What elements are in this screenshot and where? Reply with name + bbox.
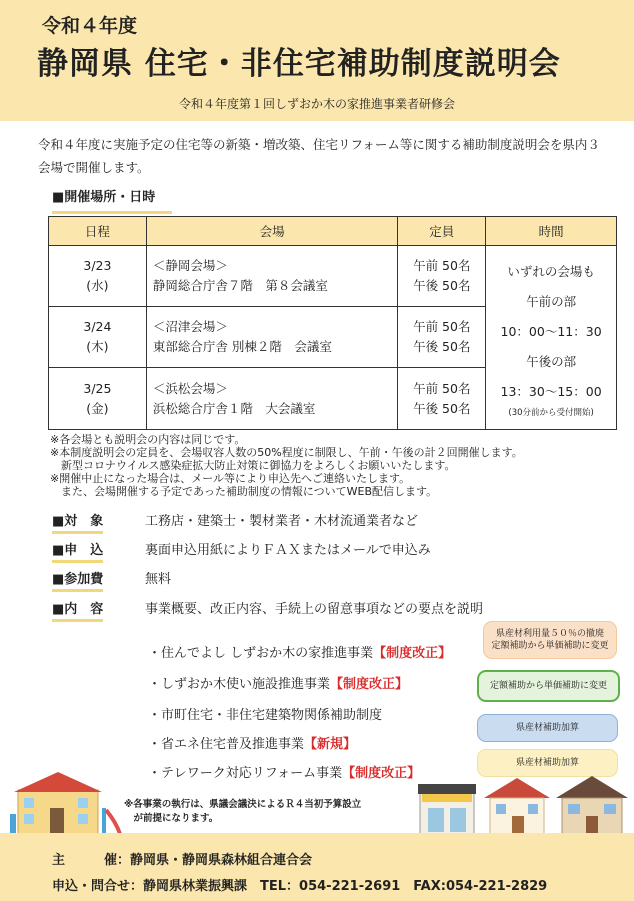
note-line: また、会場開催する予定であった補助制度の情報についてWEB配信します。 <box>50 485 438 498</box>
capacity-pm: 午後 50名 <box>413 278 471 293</box>
info-label: ■申 込 <box>52 539 103 563</box>
venue-cell <box>146 307 398 368</box>
note-line: ※各事業の執行は、県議会議決によるＲ４当初予算設立 <box>124 799 362 810</box>
host-value: 静岡県・静岡県森林組合連合会 <box>130 853 313 868</box>
date: 3/25 <box>83 380 112 396</box>
info-label: ■参加費 <box>52 568 103 592</box>
badge-line: 県産材利用量５０％の撤廃 <box>495 629 604 639</box>
program-name: ・しずおか木使い施設推進事業 <box>148 677 331 692</box>
capacity-cell <box>398 368 486 430</box>
capacity-am: 午前 50名 <box>413 258 471 273</box>
date-cell <box>49 246 147 307</box>
note-line: ※開催中止になった場合は、メール等により申込先へご連絡いたします。 <box>50 472 411 485</box>
badge-line: 定額補助から単価補助に変更 <box>489 681 607 691</box>
page-title: 静岡県 住宅・非住宅補助制度説明会 <box>37 46 561 82</box>
program-item <box>148 673 408 692</box>
program-item <box>148 642 451 661</box>
capacity-pm: 午後 50名 <box>413 339 471 354</box>
time-pm-label: 午後の部 <box>526 353 577 369</box>
badge-line: 県産材補助加算 <box>515 758 579 768</box>
date: 3/23 <box>83 258 112 273</box>
venue-place: 静岡総合庁舎７階 第８会議室 <box>152 278 328 293</box>
footer-band <box>0 833 634 901</box>
house-illustration <box>556 774 628 834</box>
badge-note <box>477 670 620 702</box>
program-name: ・市町住宅・非住宅建築物関係補助制度 <box>148 708 383 723</box>
year-label: 令和４年度 <box>42 15 138 37</box>
capacity-cell <box>398 307 486 368</box>
capacity-cell <box>398 246 486 307</box>
col-header-date: 日程 <box>49 217 147 246</box>
notes <box>50 433 620 498</box>
contact-label: 申込・問合せ： <box>52 879 144 894</box>
info-value: 事業概要、改正内容、手続上の留意事項などの要点を説明 <box>145 602 484 617</box>
note-line: ※各会場とも説明会の内容は同じです。 <box>50 433 246 446</box>
col-header-capacity: 定員 <box>398 217 486 246</box>
venue-place: 浜松総合庁舎１階 大会議室 <box>152 400 316 416</box>
program-name: ・テレワーク対応リフォーム事業 <box>148 766 343 781</box>
house-illustration <box>484 776 550 834</box>
time-all-venues: いずれの会場も <box>507 263 595 279</box>
program-tag: 【制度改正】 <box>373 646 452 661</box>
badge-line: 定額補助から単価補助に変更 <box>491 641 609 651</box>
venue-name: ＜静岡会場＞ <box>152 258 228 273</box>
venue-table <box>48 216 617 430</box>
venue-name: ＜沼津会場＞ <box>152 319 228 334</box>
school-illustration <box>10 768 122 834</box>
date-cell <box>49 368 147 430</box>
shop-illustration <box>418 778 476 834</box>
note-line: ※本制度説明会の定員を、会場収容人数の50%程度に制限し、午前・午後の計２回開催します。 <box>50 446 523 459</box>
capacity-pm: 午後 50名 <box>413 400 471 416</box>
badge-note <box>483 621 617 659</box>
program-item <box>148 733 356 752</box>
time-pm: 13：30～15：00 <box>500 383 602 399</box>
header-band <box>0 0 634 121</box>
venue-name: ＜浜松会場＞ <box>152 380 228 396</box>
badge-note <box>477 714 618 742</box>
info-label: ■内 容 <box>52 598 103 622</box>
time-am-label: 午前の部 <box>526 293 577 309</box>
contact-value: 静岡県林業振興課 TEL：054-221-2691 FAX:054-221-2829 <box>143 879 548 894</box>
venue-cell <box>146 368 398 430</box>
capacity-am: 午前 50名 <box>413 319 471 334</box>
time-cell <box>486 246 617 430</box>
execution-note <box>124 798 361 826</box>
date: 3/24 <box>83 319 112 334</box>
subtitle: 令和４年度第１回しずおか木の家推進事業者研修会 <box>178 97 455 111</box>
col-header-venue: 会場 <box>146 217 398 246</box>
date-cell <box>49 307 147 368</box>
program-item <box>148 704 382 723</box>
host-label: 主 催： <box>52 853 131 868</box>
badge-note <box>477 749 618 777</box>
weekday: (金) <box>86 400 109 416</box>
badge-line: 県産材補助加算 <box>515 723 579 733</box>
note-line: が前提になります。 <box>124 813 219 824</box>
program-tag: 【制度改正】 <box>342 766 421 781</box>
venue-cell <box>146 246 398 307</box>
program-item <box>148 762 420 781</box>
reception-note: (30分前から受付開始) <box>508 407 594 418</box>
info-value: 裏面申込用紙によりＦＡＸまたはメールで申込み <box>145 543 431 558</box>
program-name: ・住んでよし しずおか木の家推進事業 <box>148 646 374 661</box>
program-tag: 【新規】 <box>304 737 357 752</box>
program-tag: 【制度改正】 <box>330 677 409 692</box>
venue-section-heading: ■開催場所・日時 <box>52 186 172 214</box>
venue-place: 東部総合庁舎 別棟２階 会議室 <box>152 339 332 354</box>
weekday: (木) <box>86 339 109 354</box>
intro-text: 令和４年度に実施予定の住宅等の新築・増改築、住宅リフォーム等に関する補助制度説明会を県内３会場で開催します。 <box>38 137 600 175</box>
col-header-time: 時間 <box>486 217 617 246</box>
footer-host <box>52 849 312 868</box>
info-label: ■対 象 <box>52 510 103 534</box>
note-line: 新型コロナウイルス感染症拡大防止対策に御協力をよろしくお願いいたします。 <box>50 459 456 472</box>
info-value: 工務店・建築士・製材業者・木材流通業者など <box>145 514 419 529</box>
time-am: 10：00～11：30 <box>500 323 602 339</box>
table-row <box>49 246 617 307</box>
info-value: 無料 <box>145 572 172 587</box>
table-header-row <box>49 217 617 246</box>
weekday: (水) <box>86 278 109 293</box>
program-name: ・省エネ住宅普及推進事業 <box>148 737 305 752</box>
footer-contact <box>52 875 547 894</box>
capacity-am: 午前 50名 <box>413 380 471 396</box>
